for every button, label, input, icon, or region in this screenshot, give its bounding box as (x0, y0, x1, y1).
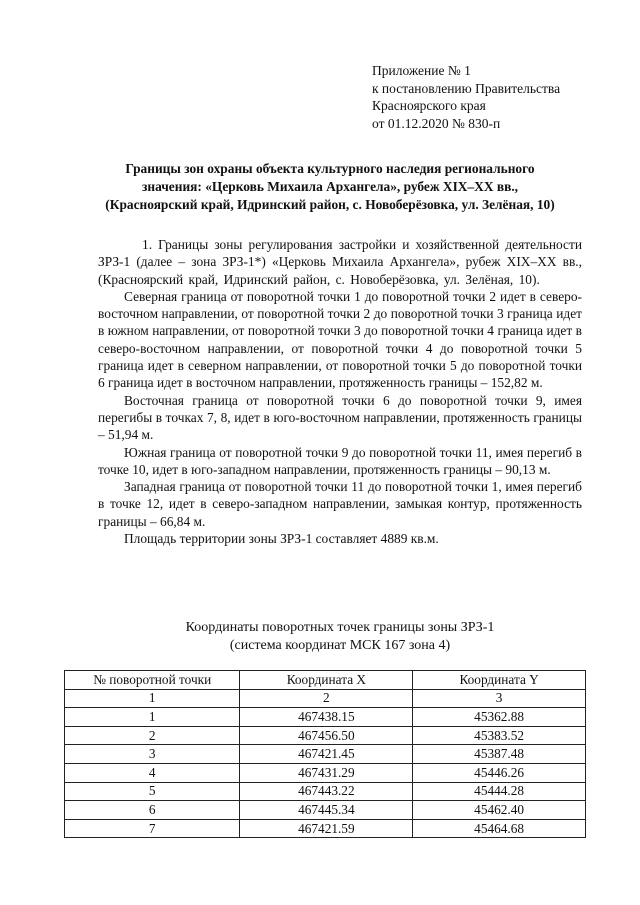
table-caption-line-1: Координаты поворотных точек границы зоны ЗРЗ-1 (185, 620, 495, 635)
coordinate-x-cell: 467421.59 (240, 819, 413, 838)
coordinate-x-cell: 467456.50 (240, 726, 413, 745)
coordinate-y-cell: 45446.26 (413, 763, 586, 782)
table-header-row (65, 671, 586, 690)
coordinate-x-cell: 467438.15 (240, 708, 413, 727)
table-row (65, 708, 586, 727)
table-row (65, 726, 586, 745)
header-coordinate-y: Координата Y (413, 671, 586, 690)
coordinate-y-cell: 45464.68 (413, 819, 586, 838)
appendix-date: от 01.12.2020 № 830-п (372, 115, 501, 131)
title-line-2: значения: «Церковь Михаила Архангела», рубеж XIX–XX вв., (141, 179, 519, 194)
point-number-cell: 1 (65, 708, 240, 727)
index-cell: 2 (240, 689, 413, 708)
point-number-cell: 5 (65, 782, 240, 801)
table-index-row (65, 689, 586, 708)
coordinate-x-cell: 467443.22 (240, 782, 413, 801)
point-number-cell: 6 (65, 801, 240, 820)
appendix-number: Приложение № 1 (372, 63, 471, 78)
point-number-cell: 4 (65, 763, 240, 782)
coordinate-x-cell: 467431.29 (240, 763, 413, 782)
coordinate-x-cell: 467421.45 (240, 745, 413, 764)
header-coordinate-x: Координата X (240, 671, 413, 690)
coordinate-y-cell: 45462.40 (413, 801, 586, 820)
coordinate-x-cell: 467445.34 (240, 801, 413, 820)
table-row (65, 763, 586, 782)
paragraph-south-border: Южная граница от поворотной точки 9 до поворотной точки 11, имея перегиб в точке 10, идет в юго-западном направлении, протяженность границы – 90,13 м. (98, 444, 582, 477)
table-caption (90, 619, 590, 654)
coordinate-y-cell: 45387.48 (413, 745, 586, 764)
index-cell: 3 (413, 689, 586, 708)
document-body (98, 236, 582, 547)
point-number-cell: 2 (65, 726, 240, 745)
coordinates-table (64, 670, 586, 838)
coordinate-y-cell: 45444.28 (413, 782, 586, 801)
appendix-reference: к постановлению Правительства (372, 80, 561, 96)
table-caption-line-2: (система координат МСК 167 зона 4) (229, 637, 451, 653)
index-cell: 1 (65, 689, 240, 708)
point-number-cell: 7 (65, 819, 240, 838)
document-title (60, 160, 600, 214)
paragraph-north-border: Северная граница от поворотной точки 1 до поворотной точки 2 идет в северо-восточном направлении, от поворотной точки 2 до поворотной точки 3 граница идет в южном направлении, от поворотной точки 3 до поворотной точки 4 граница идет в северо-восточном направлении, от поворотной точки 4 до поворотной точки 5 граница идет в северном направлении, от поворотной точки 5 до поворотной точки 6 граница идет в восточном направлении, протяженность границы – 152,82 м. (98, 288, 582, 391)
paragraph-west-border: Западная граница от поворотной точки 11 до поворотной точки 1, имея перегиб в точке 12, идет в северо-западном направлении, замыкая контур, протяженность границы – 66,84 м. (98, 479, 582, 529)
title-line-3: (Красноярский край, Идринский район, с. Новоберёзовка, ул. Зелёная, 10) (105, 197, 555, 212)
paragraph-zone-area: Площадь территории зоны ЗРЗ-1 составляет 4889 кв.м. (124, 531, 439, 547)
table-row (65, 819, 586, 838)
point-number-cell: 3 (65, 745, 240, 764)
table-row (65, 782, 586, 801)
paragraph-east-border: Восточная граница от поворотной точки 6 до поворотной точки 9, имея перегибы в точках 7, 8, идет в юго-восточном направлении, протяженность границы – 51,94 м. (98, 392, 582, 443)
coordinate-y-cell: 45362.88 (413, 708, 586, 727)
appendix-region: Красноярского края (372, 98, 486, 113)
coordinate-y-cell: 45383.52 (413, 726, 586, 745)
paragraph-zone-definition: 1. Границы зоны регулирования застройки и хозяйственной деятельности ЗРЗ-1 (далее – зона ЗРЗ-1*) «Церковь Михаила Архангела», рубеж XIX–XX вв., (Красноярский край, Идринский район, с. Новоберёзовка, ул. Зелёная, 10). (98, 237, 582, 287)
appendix-header (372, 62, 560, 132)
title-line-1: Границы зон охраны объекта культурного наследия регионального (125, 161, 535, 176)
table-row (65, 801, 586, 820)
table-row (65, 745, 586, 764)
header-point-number: № поворотной точки (65, 671, 240, 690)
